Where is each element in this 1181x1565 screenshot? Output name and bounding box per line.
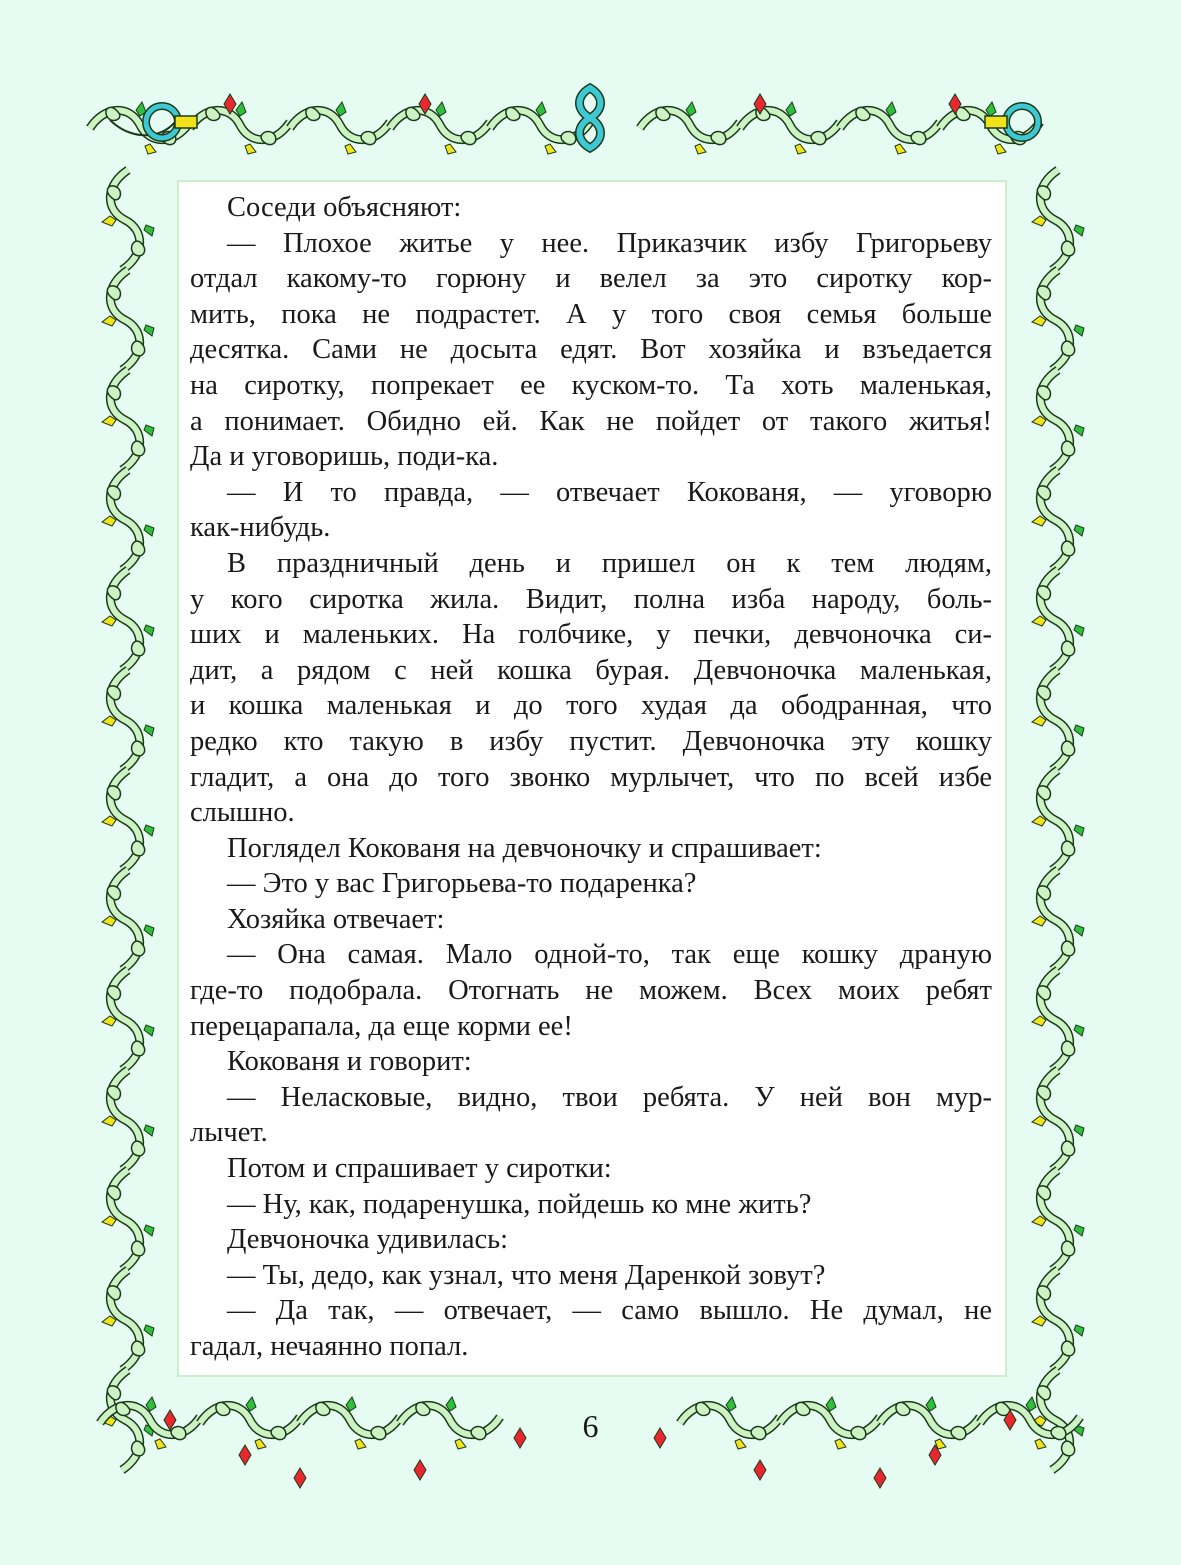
text-line: гладит, а она до того звонко мурлычет, что по всей избе	[190, 761, 992, 793]
text-line: Потом и спрашивает у сиротки:	[227, 1153, 612, 1185]
text-line: Кокованя и говорит:	[227, 1046, 472, 1078]
text-line: отдал какому-то горюну и велел за это сиротку кор-	[190, 263, 992, 295]
text-line: — И то правда, — отвечает Кокованя, — уговорю	[227, 476, 992, 508]
text-line: где-то подобрала. Отогнать не можем. Всех моих ребят	[190, 975, 992, 1007]
text-line: Девчоночка удивилась:	[227, 1224, 509, 1256]
text-line: мить, пока не подрастет. А у того своя семья больше	[190, 298, 992, 330]
text-line: Поглядел Кокованя на девчоночку и спрашивает:	[227, 832, 822, 864]
text-line: В праздничный день и пришел он к тем людям,	[227, 547, 992, 579]
text-line: — Неласковые, видно, твои ребята. У ней вон мур-	[227, 1081, 992, 1113]
text-line: — Ты, дедо, как узнал, что меня Даренкой зовут?	[227, 1259, 826, 1291]
text-line: Да и уговоришь, поди-ка.	[190, 441, 499, 473]
text-line: лычет.	[190, 1117, 268, 1149]
page-text	[190, 190, 992, 1365]
text-line: на сиротку, попрекает ее куском-то. Та хоть маленькая,	[190, 369, 992, 401]
text-line: как-нибудь.	[190, 512, 331, 544]
right-vine-border	[1032, 170, 1084, 1470]
text-line: — Она самая. Мало одной-то, так еще кошку драную	[227, 939, 992, 971]
text-line: редко кто такую в избу пустит. Девчоночка эту кошку	[190, 725, 992, 757]
text-line: — Ну, как, подаренушка, пойдешь ко мне жить?	[227, 1188, 812, 1220]
text-line: перецарапала, да еще корми ее!	[190, 1010, 573, 1042]
text-line: — Это у вас Григорьева-то подаренка?	[227, 868, 697, 900]
text-line: дит, а рядом с ней кошка бурая. Девчоночка маленькая,	[190, 654, 992, 686]
text-line: ших и маленьких. На голбчике, у печки, девчоночка си-	[190, 619, 992, 651]
page-number: 6	[582, 1408, 599, 1444]
text-line: слышно.	[190, 797, 295, 829]
text-line: а понимает. Обидно ей. Как не пойдет от такого житья!	[190, 405, 992, 437]
text-line: десятка. Сами не досыта едят. Вот хозяйка и взъедается	[190, 334, 992, 366]
text-line: Хозяйка отвечает:	[227, 903, 445, 935]
text-line: — Да так, — отвечает, — само вышло. Не думал, не	[227, 1295, 992, 1327]
text-line: Соседи объясняют:	[227, 192, 462, 223]
text-line: и кошка маленькая и до того худая да ободранная, что	[190, 690, 992, 722]
text-line: гадал, нечаянно попал.	[190, 1331, 469, 1362]
left-vine-border	[102, 170, 154, 1470]
top-vine-border	[82, 82, 1102, 174]
text-line: — Плохое житье у нее. Приказчик избу Григорьеву	[227, 227, 992, 259]
text-line: у кого сиротка жила. Видит, полна изба народу, боль-	[190, 583, 992, 615]
